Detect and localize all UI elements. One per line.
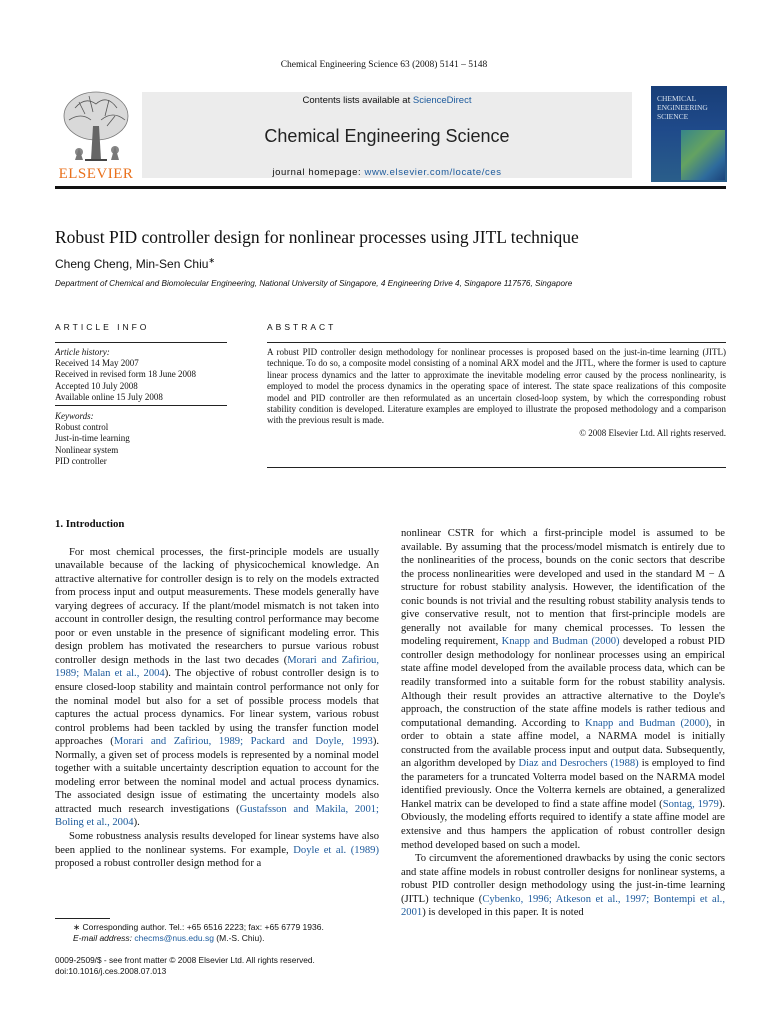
keyword: Just-in-time learning	[55, 433, 130, 444]
text-run: , in order to obtain a state affine model, a NARMA model is initially constructed from the available process input and output data. Subsequently, an algorithm developed by	[401, 717, 725, 770]
paper-title: Robust PID controller design for nonlinear processes using JITL technique	[55, 227, 579, 247]
citation-link[interactable]: Cybenko, 1996; Atkeson et al., 1997; Bontempi et al., 2001	[401, 893, 725, 919]
citation-link[interactable]: Knapp and Budman (2000)	[585, 717, 709, 729]
journal-cover-image	[651, 86, 727, 182]
corresponding-author-note: ∗ Corresponding author. Tel.: +65 6516 2223; fax: +65 6779 1936.	[73, 922, 324, 932]
abstract-bottom-rule	[267, 467, 726, 468]
email-line	[55, 933, 324, 944]
text-run: ).	[133, 817, 140, 829]
text-run: ) is developed in this paper. It is noted	[422, 907, 584, 919]
citation-link[interactable]: Knapp and Budman (2000)	[501, 636, 620, 648]
keyword: Nonlinear system	[55, 444, 119, 455]
text-run: ). Normally, a given set of process models is represented by a nominal model together with a suitable uncertainty description equation to account for the modeling error between the nominal model and actual process dynamics. The associated design issue of estimating the uncertainty models also attracted much research investigations (	[55, 736, 379, 815]
issn-line: 0009-2509/$ - see front matter © 2008 Elsevier Ltd. All rights reserved.	[55, 955, 315, 965]
journal-citation-line: Chemical Engineering Science 63 (2008) 5141 – 5148	[280, 60, 488, 70]
header-rule	[55, 186, 726, 189]
history-item: Received in revised form 18 June 2008	[55, 369, 196, 380]
keywords-label: Keywords:	[55, 411, 94, 421]
cover-title-line: CHEMICAL	[657, 94, 697, 103]
cover-title	[657, 94, 708, 121]
email-link[interactable]: checms@nus.edu.sg	[134, 933, 214, 943]
homepage-prefix: journal homepage:	[272, 167, 365, 178]
text-run: ). The objective of robust controller design is to ensure closed-loop stability and maintain control performance not only for the nominal model but also for a set of possible process models that captures the actual process dynamics. For linear system, various robust control problems had been tackled by using the transfer function model approaches (	[55, 668, 379, 748]
history-label: Article history:	[55, 347, 110, 357]
history-item: Available online 15 July 2008	[55, 391, 163, 402]
text-run: nonlinear CSTR for which a first-principle model is assumed to be available. By assuming that the process/model mismatch is entirely due to the nonlinearities of the process, bounds on the conic sectors that describe the process nonlinearities were developed and used in the standard M − Δ structure for robust stability analysis. However, the identification of the conic bounds is not trivial and the resulting robust stability analysis tends to give conservative result, not to mention that first-principle models are generally not available for many chemical processes. To lessen the modeling requirement,	[401, 528, 725, 648]
text-run: For most chemical processes, the first-principle models are usually unavailable because of the lacking of physicochemical knowledge. An attractive alternative for controller design is to rely on the models extracted from process input and output measurements. These models generally have varying degrees of accuracy. If the plant/model mismatch is not taken into account in controller design, the resulting control performance may become poor or even unstable in the presence of significant modeling error. This design problem has motivated the researchers to pursue various robust controller design methods in the last two decades (	[55, 546, 379, 666]
citation-link[interactable]: Morari and Zafiriou, 1989; Packard and Doyle, 1993	[113, 736, 373, 748]
journal-title: Chemical Engineering Science	[264, 126, 510, 146]
text-run: proposed a robust controller design method for a	[55, 858, 262, 870]
citation-link[interactable]: Sontag, 1979	[662, 798, 719, 810]
sciencedirect-link[interactable]: ScienceDirect	[412, 95, 472, 106]
journal-homepage-line	[142, 167, 632, 178]
text-run: ). Obviously, the modeling efforts required to identify a state affine model are extensive and thus hampers the application of robust controller design method developed based on such a model.	[401, 798, 725, 851]
article-info-heading: ARTICLE INFO	[55, 322, 150, 332]
text-run: To circumvent the aforementioned drawbacks by using the conic sectors and state affine models in robust controller designs for nonlinear systems, a robust PID controller design methodology using the just-in-time learning (JITL) technique (	[401, 853, 725, 905]
abstract-text: A robust PID controller design methodology for nonlinear processes is proposed based on the just-in-time learning (JITL) technique. To do so, a composite model consisting of a nominal ARX model and the JITL, where the former is used to capture linear process dynamics and the latter to approximate the inevitable modeling error caused by the process nonlinearity, is employed to model the process dynamics in the operating space of interest. The state space realizations of this composite model and PID controller are then reformulated as an uncertain closed-loop system, by which the corresponding robust stability condition is developed. Literature examples are employed to illustrate the proposed methodology and a comparison with the previous result is made.	[267, 347, 726, 426]
article-history	[55, 347, 196, 403]
keywords-block	[55, 411, 130, 467]
cover-artwork	[681, 130, 725, 180]
homepage-link[interactable]: www.elsevier.com/locate/ces	[364, 167, 502, 178]
abstract-body	[267, 347, 726, 439]
keyword: PID controller	[55, 455, 107, 466]
body-column-right	[401, 527, 725, 920]
paragraph	[55, 546, 379, 830]
article-info-rule	[55, 342, 227, 343]
citation-link[interactable]: Morari and Zafiriou, 1989; Malan et al., 2004	[55, 654, 379, 680]
email-suffix: (M.-S. Chiu).	[213, 933, 265, 943]
cover-title-line: SCIENCE	[657, 112, 689, 121]
history-item: Accepted 10 July 2008	[55, 380, 138, 391]
email-label: E-mail address:	[73, 933, 135, 943]
paragraph	[401, 527, 725, 852]
text-run: Some robustness analysis results developed for linear systems have also been applied to the nonlinear systems. For example,	[55, 831, 379, 856]
paragraph	[401, 852, 725, 920]
abstract-rule	[267, 342, 726, 343]
citation-link[interactable]: Diaz and Desrochers (1988)	[518, 758, 639, 770]
text-run: developed a robust PID controller design methodology for nonlinear processes using an empirical state affine model developed from the available process data, which can be readily transformed into a suitable form for the robust stability analysis. Although their result provides an attractive alternative to the Doyle's approach, the construction of the state affine models is rather tedious and computational demanding. According to	[401, 636, 725, 729]
front-matter-note	[55, 955, 315, 976]
body-column-left	[55, 519, 379, 871]
corresponding-author-mark[interactable]: ∗	[208, 256, 216, 265]
affiliation: Department of Chemical and Biomolecular Engineering, National University of Singapore, 4 Engineering Drive 4, Singapore 117576, Singapore	[55, 279, 573, 288]
citation-link[interactable]: Doyle et al. (1989)	[293, 844, 379, 856]
keyword: Robust control	[55, 422, 109, 433]
authors: Cheng Cheng, Min-Sen Chiu	[55, 257, 209, 271]
footnote-rule	[55, 918, 110, 919]
abstract-copyright: © 2008 Elsevier Ltd. All rights reserved.	[579, 427, 726, 438]
footnote	[55, 922, 324, 944]
history-item: Received 14 May 2007	[55, 358, 139, 369]
section-title: 1. Introduction	[55, 518, 125, 530]
journal-banner	[142, 92, 632, 178]
contents-prefix: Contents lists available at	[302, 95, 413, 106]
paragraph	[55, 830, 379, 871]
elsevier-wordmark: ELSEVIER	[58, 166, 134, 182]
author-list	[55, 256, 215, 271]
text-run: is employed to find the parameters for a truncated Volterra model based on the NARMA model identified previously. Once the Volterra kernels are obtained, a generalized Hankel matrix can be developed to find a state affine model (	[401, 758, 725, 810]
contents-line	[142, 95, 632, 106]
doi-line[interactable]: doi:10.1016/j.ces.2008.07.013	[55, 965, 167, 976]
info-divider	[55, 405, 227, 406]
cover-title-line: ENGINEERING	[657, 103, 708, 112]
abstract-heading: ABSTRACT	[267, 322, 337, 332]
citation-link[interactable]: Gustafsson and Makila, 2001; Boling et al., 2004	[55, 803, 379, 829]
